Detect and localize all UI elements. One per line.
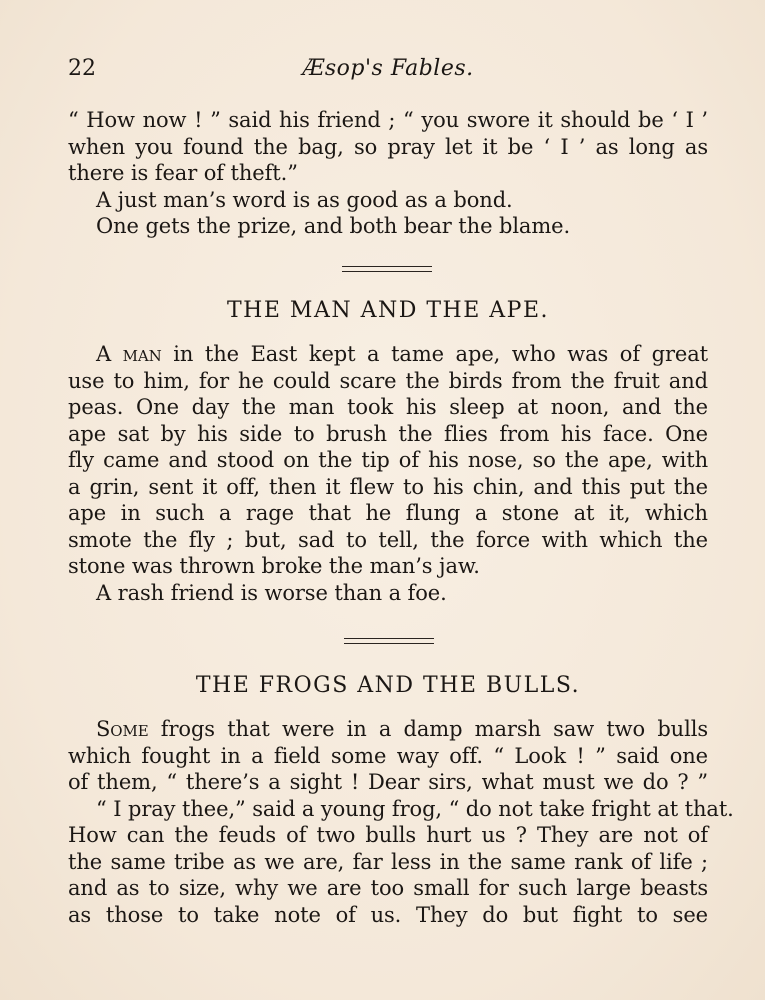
text-line: and as to size, why we are too small for such large beasts <box>68 876 708 900</box>
text-line: fly came and stood on the tip of his nose, so the ape, with <box>68 448 708 472</box>
text-line: A man in the East kept a tame ape, who was of great <box>96 342 708 366</box>
text-line: the same tribe as we are, far less in the same rank of life ; <box>68 849 708 874</box>
running-head: Æsop's Fables. <box>302 56 474 81</box>
moral-line: A rash friend is worse than a foe. <box>96 580 447 605</box>
text-line: ape sat by his side to brush the flies from his face. One <box>68 421 708 446</box>
text-line: How can the feuds of two bulls hurt us ? They are not of <box>68 823 708 847</box>
text-line: as those to take note of us. They do but fight to see <box>68 902 708 927</box>
text-line: smote the fly ; but, sad to tell, the force with which the <box>68 527 708 552</box>
text-line: “ I pray thee,” said a young frog, “ do not take fright at that. <box>96 796 734 821</box>
text-line: a grin, sent it off, then it flew to his chin, and this put the <box>68 474 708 499</box>
moral-line: One gets the prize, and both bear the blame. <box>96 214 571 238</box>
text-line: there is fear of theft.” <box>68 161 298 185</box>
fable-title-frogs-and-bulls: THE FROGS AND THE BULLS. <box>195 673 581 698</box>
page-number: 22 <box>68 56 96 81</box>
text-line: ape in such a rage that he flung a stone at it, which <box>68 501 708 525</box>
text-line: stone was thrown broke the man’s jaw. <box>68 554 480 578</box>
section-divider <box>344 638 434 644</box>
fable-man-and-ape-text <box>68 341 708 606</box>
page-header <box>68 56 708 88</box>
text-line: of them, “ there’s a sight ! Dear sirs, what must we do ? ” <box>68 770 708 794</box>
text-line: “ How now ! ” said his friend ; “ you swore it should be ‘ I ’ <box>68 108 708 132</box>
drop-words: Some <box>96 717 149 741</box>
drop-words: A man <box>96 342 162 366</box>
text-line: peas. One day the man took his sleep at noon, and the <box>68 395 708 419</box>
text-line: use to him, for he could scare the birds from the fruit and <box>68 368 708 393</box>
moral-line: A just man’s word is as good as a bond. <box>96 187 513 212</box>
fable-frogs-and-bulls-text <box>68 716 734 928</box>
section-0-text <box>68 107 708 240</box>
text-line: when you found the bag, so pray let it be ‘ I ’ as long as <box>68 134 708 159</box>
section-divider <box>342 266 432 272</box>
text-line: Some frogs that were in a damp marsh saw two bulls <box>96 717 708 741</box>
text-line: which fought in a field some way off. “ Look ! ” said one <box>68 743 708 768</box>
fable-title-man-and-ape: THE MAN AND THE APE. <box>227 298 549 323</box>
